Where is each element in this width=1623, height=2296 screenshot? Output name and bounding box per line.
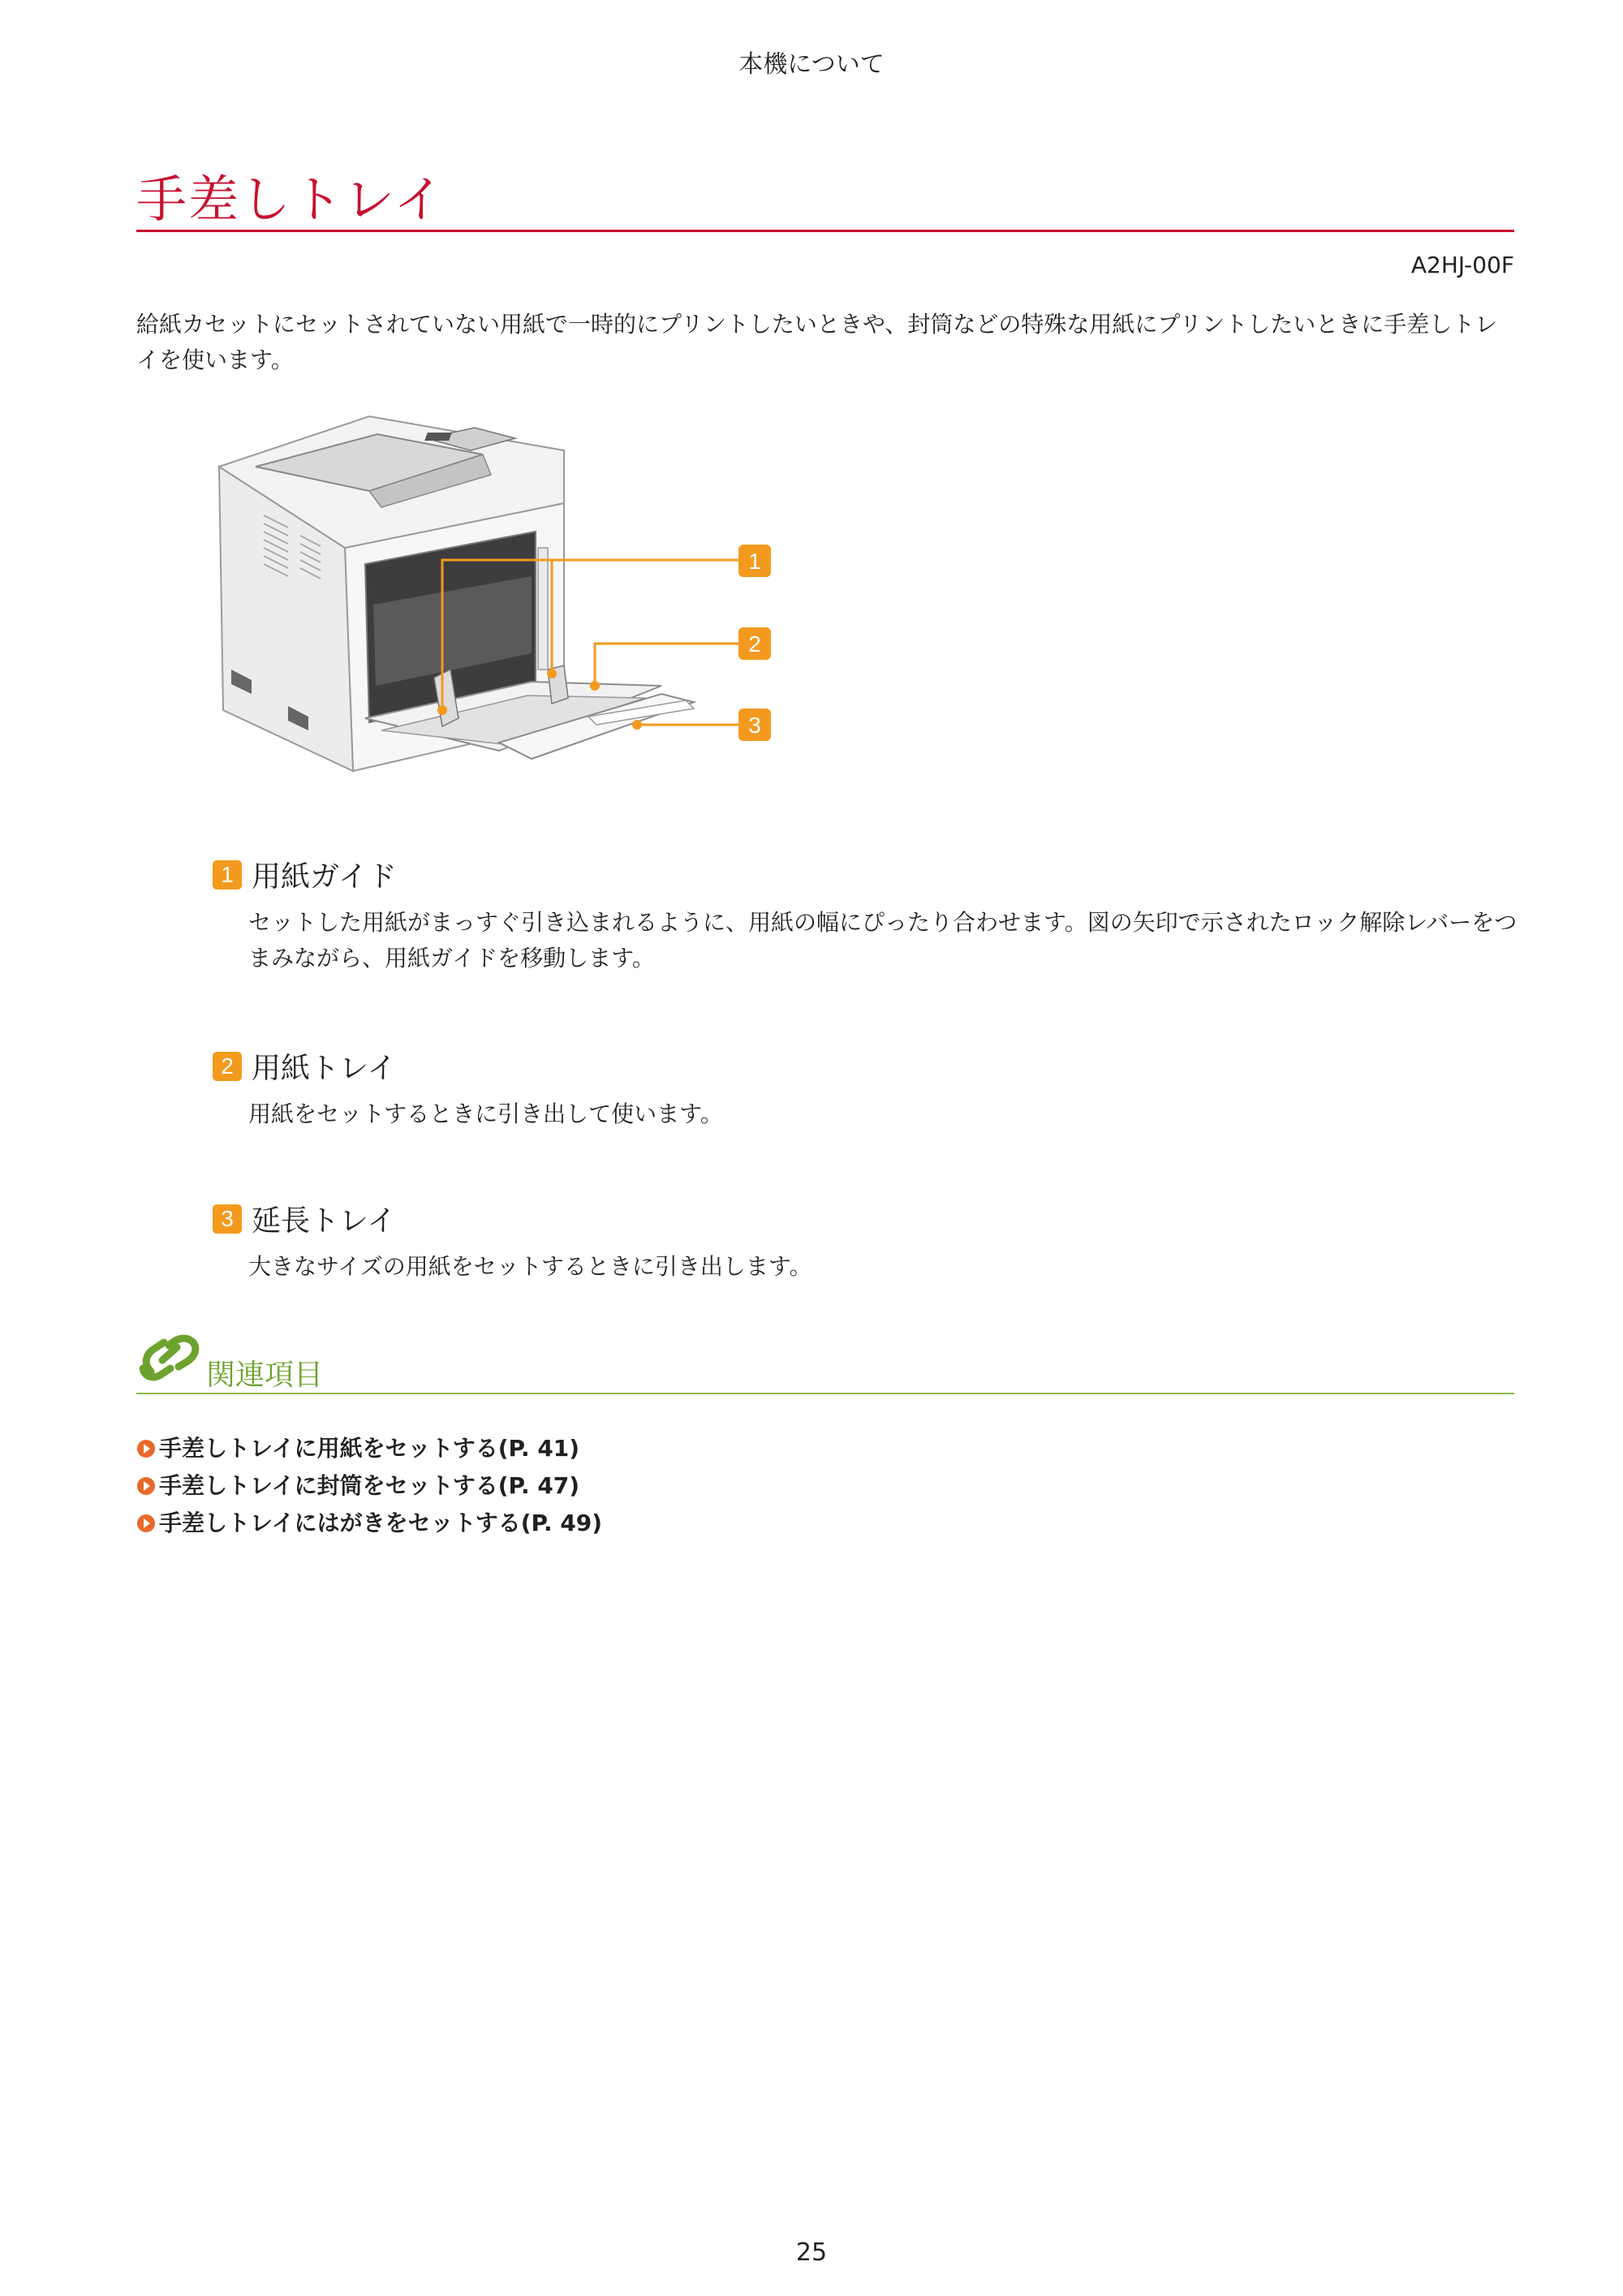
item-number-badge: 2 [213, 1052, 242, 1081]
arrow-circle-icon [136, 1439, 156, 1458]
related-link-label[interactable]: 手差しトレイに封筒をセットする(P. 47) [159, 1472, 580, 1499]
item-title: 用紙ガイド [252, 860, 397, 894]
related-link-envelope[interactable] [136, 1467, 602, 1505]
arrow-circle-icon [136, 1476, 156, 1496]
title-rule [136, 230, 1514, 232]
item-title: 用紙トレイ [252, 1052, 397, 1085]
callout-3 [738, 709, 771, 741]
callout-2-label: 2 [748, 631, 761, 657]
item-extension-tray [213, 1198, 1527, 1285]
related-link-postcard[interactable] [136, 1505, 602, 1542]
document-code: A2HJ-00F [1410, 252, 1514, 278]
callout-2 [738, 627, 771, 660]
item-title: 延長トレイ [252, 1204, 397, 1238]
item-description: 用紙をセットするときに引き出して使います。 [248, 1101, 723, 1127]
item-number-badge: 3 [213, 1204, 242, 1234]
chain-link-icon [136, 1321, 201, 1389]
item-paper-tray [213, 1045, 1527, 1132]
related-link-paper[interactable] [136, 1430, 602, 1467]
intro-paragraph: 給紙カセットにセットされていない用紙で一時的にプリントしたいときや、封筒などの特殊な用紙にプリントしたいときに手差しトレイを使います。 [136, 311, 1498, 373]
item-description: セットした用紙がまっすぐ引き込まれるように、用紙の幅にぴったり合わせます。図の矢印で示されたロック解除レバーをつまみながら、用紙ガイドを移動します。 [248, 909, 1518, 971]
related-rule [136, 1393, 1514, 1394]
arrow-circle-icon [136, 1514, 156, 1533]
item-paper-guide [213, 854, 1527, 976]
item-number-badge: 1 [213, 860, 242, 890]
related-links [136, 1430, 602, 1542]
callout-3-label: 3 [748, 713, 761, 738]
printer-illustration [207, 410, 807, 783]
related-link-label[interactable]: 手差しトレイに用紙をセットする(P. 41) [159, 1435, 580, 1462]
page-number: 25 [795, 2238, 828, 2267]
callout-1 [738, 545, 771, 577]
related-section [136, 1321, 1514, 1394]
item-description: 大きなサイズの用紙をセットするときに引き出します。 [248, 1253, 812, 1280]
page-title: 手差しトレイ [136, 170, 446, 229]
related-title: 関連項目 [206, 1359, 324, 1392]
related-link-label[interactable]: 手差しトレイにはがきをセットする(P. 49) [159, 1510, 603, 1536]
running-header: 本機について [738, 50, 885, 79]
callout-1-label: 1 [748, 549, 761, 574]
printer-drawing [207, 410, 807, 783]
